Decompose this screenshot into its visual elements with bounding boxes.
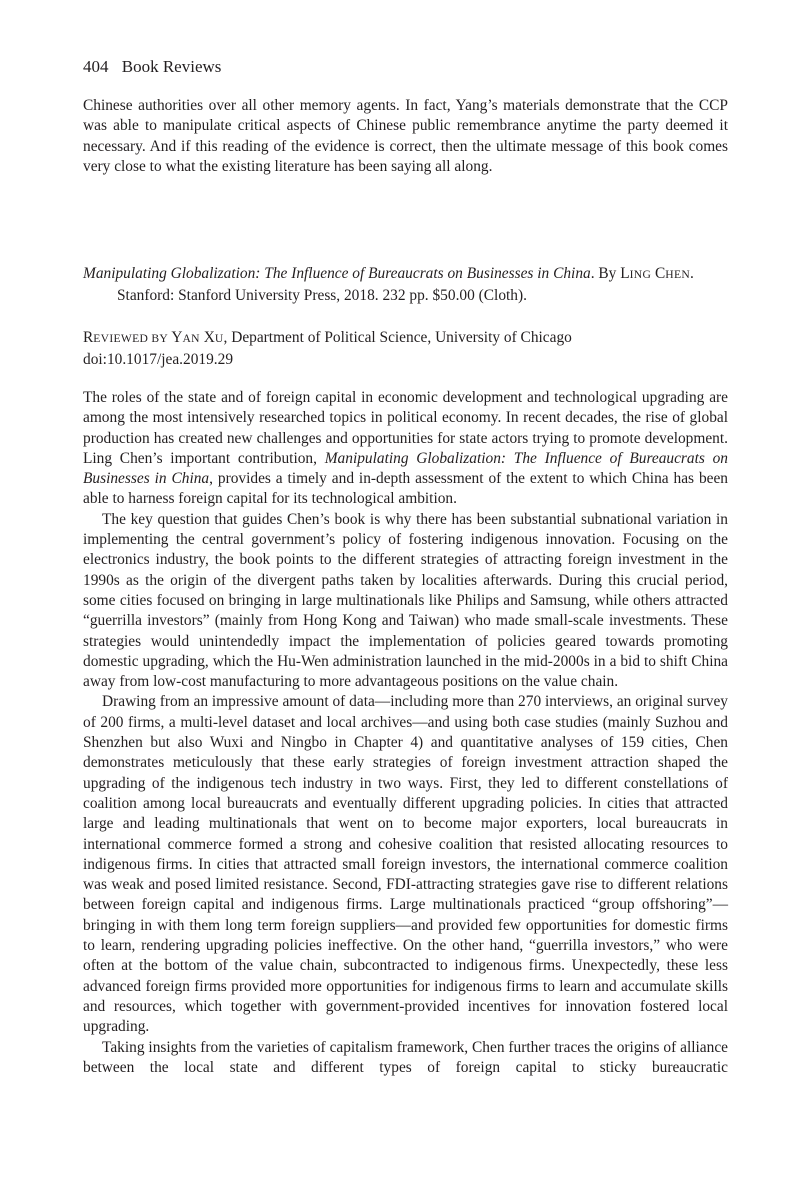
paragraph-3: Drawing from an impressive amount of data—including more than 270 interviews, an original survey of 200 firms, a multi-level dataset and local archives—and using both case studies (mainly Suzhou and Shenzhen but also Wuxi and Ningbo in Chapter 4) and quantitative analyses of 159 cities, Chen demonstrates meticulously that these early strategies of foreign investment attraction shaped the upgrading of the indigenous tech industry in two ways. First, they led to different constellations of coalition among local bureaucrats and eventually different upgrading policies. In cities that attracted large and leading multinationals that went on to become major exporters, local bureaucrats in international commerce formed a strong and cohesive coalition that resisted allocating resources to indigenous firms. In cities that attracted small foreign investors, the international commerce coalition was weak and posed limited resistance. Second, FDI-attracting strategies gave rise to different relations between foreign capital and indigenous firms. Large multinationals practiced “group offshoring”—bringing in with them long term foreign suppliers—and provided few opportunities for domestic firms to learn, rendering upgrading policies ineffective. On the other hand, “guerrilla investors,” who were often at the bottom of the value chain, subcontracted to indigenous firms. Unexpectedly, these less advanced foreign firms provided more opportunities for indigenous firms to learn and accumulate skills and resources, which together with government-provided incentives for innovation fostered local upgrading.	[83, 693, 728, 1036]
reviewer-block	[83, 327, 728, 370]
previous-review-ending: Chinese authorities over all other memory agents. In fact, Yang’s materials demonstrate that the CCP was able to manipulate critical aspects of Chinese public remembrance anytime the party deemed it necessary. And if this reading of the evidence is correct, then the ultimate message of this book comes very close to what the existing literature has been saying all along.	[83, 97, 728, 175]
paragraph-1: The roles of the state and of foreign capital in economic development and technological upgrading are among the most intensively researched topics in political economy. In recent decades, the rise of global production has created new challenges and opportunities for state actors trying to promote development. Ling Chen’s important contribution, Manipulating Globalization: The Influence of Bureaucrats on Businesses in China, provides a timely and in-depth assessment of the extent to which China has been able to harness foreign capital for its technological ambition.	[83, 389, 728, 508]
page-number: 404	[83, 57, 109, 76]
doi: doi:10.1017/jea.2019.29	[83, 351, 234, 368]
book-title: Manipulating Globalization: The Influence of Bureaucrats on Businesses in China	[83, 265, 591, 282]
publication-details: Stanford: Stanford University Press, 2018. 232 pp. $50.00 (Cloth).	[117, 287, 527, 304]
book-title-inline: Manipulating Globalization: The Influence of Bureaucrats on Businesses in China	[83, 449, 728, 488]
running-head	[83, 56, 221, 78]
author-name: LING CHEN	[620, 265, 691, 282]
reviewer-affiliation: , Department of Political Science, University of Chicago	[223, 329, 572, 346]
reviewer-name: YAN XU	[171, 329, 224, 346]
review-body	[83, 388, 728, 1078]
paragraph-4: Taking insights from the varieties of capitalism framework, Chen further traces the origins of alliance between the local state and different types of foreign capital to sticky bureaucratic	[83, 1038, 728, 1076]
reviewed-by-label: REVIEWED BY	[83, 329, 169, 346]
section-title: Book Reviews	[121, 57, 222, 76]
paragraph-2: The key question that guides Chen’s book is why there has been substantial subnational variation in implementing the central government’s policy of fostering indigenous innovation. Focusing on the electronics industry, the book points to the different strategies of attracting foreign investment in the 1990s as the origin of the divergent paths taken by localities afterwards. During this crucial period, some cities focused on bringing in large multinationals like Philips and Samsung, while others attracted “guerrilla investors” (mainly from Hong Kong and Taiwan) who made small-scale investments. These strategies would unintendedly impact the implementation of policies geared towards promoting domestic upgrading, which the Hu-Wen administration launched in the mid-2000s in a bid to shift China away from low-cost manufacturing to more advantageous positions on the value chain.	[83, 510, 728, 691]
book-citation: Manipulating Globalization: The Influence of Bureaucrats on Businesses in China. By LING CHEN. Stanford: Stanford University Press, 2018. 232 pp. $50.00 (Cloth).	[83, 263, 728, 306]
reviewer-line	[83, 327, 728, 349]
